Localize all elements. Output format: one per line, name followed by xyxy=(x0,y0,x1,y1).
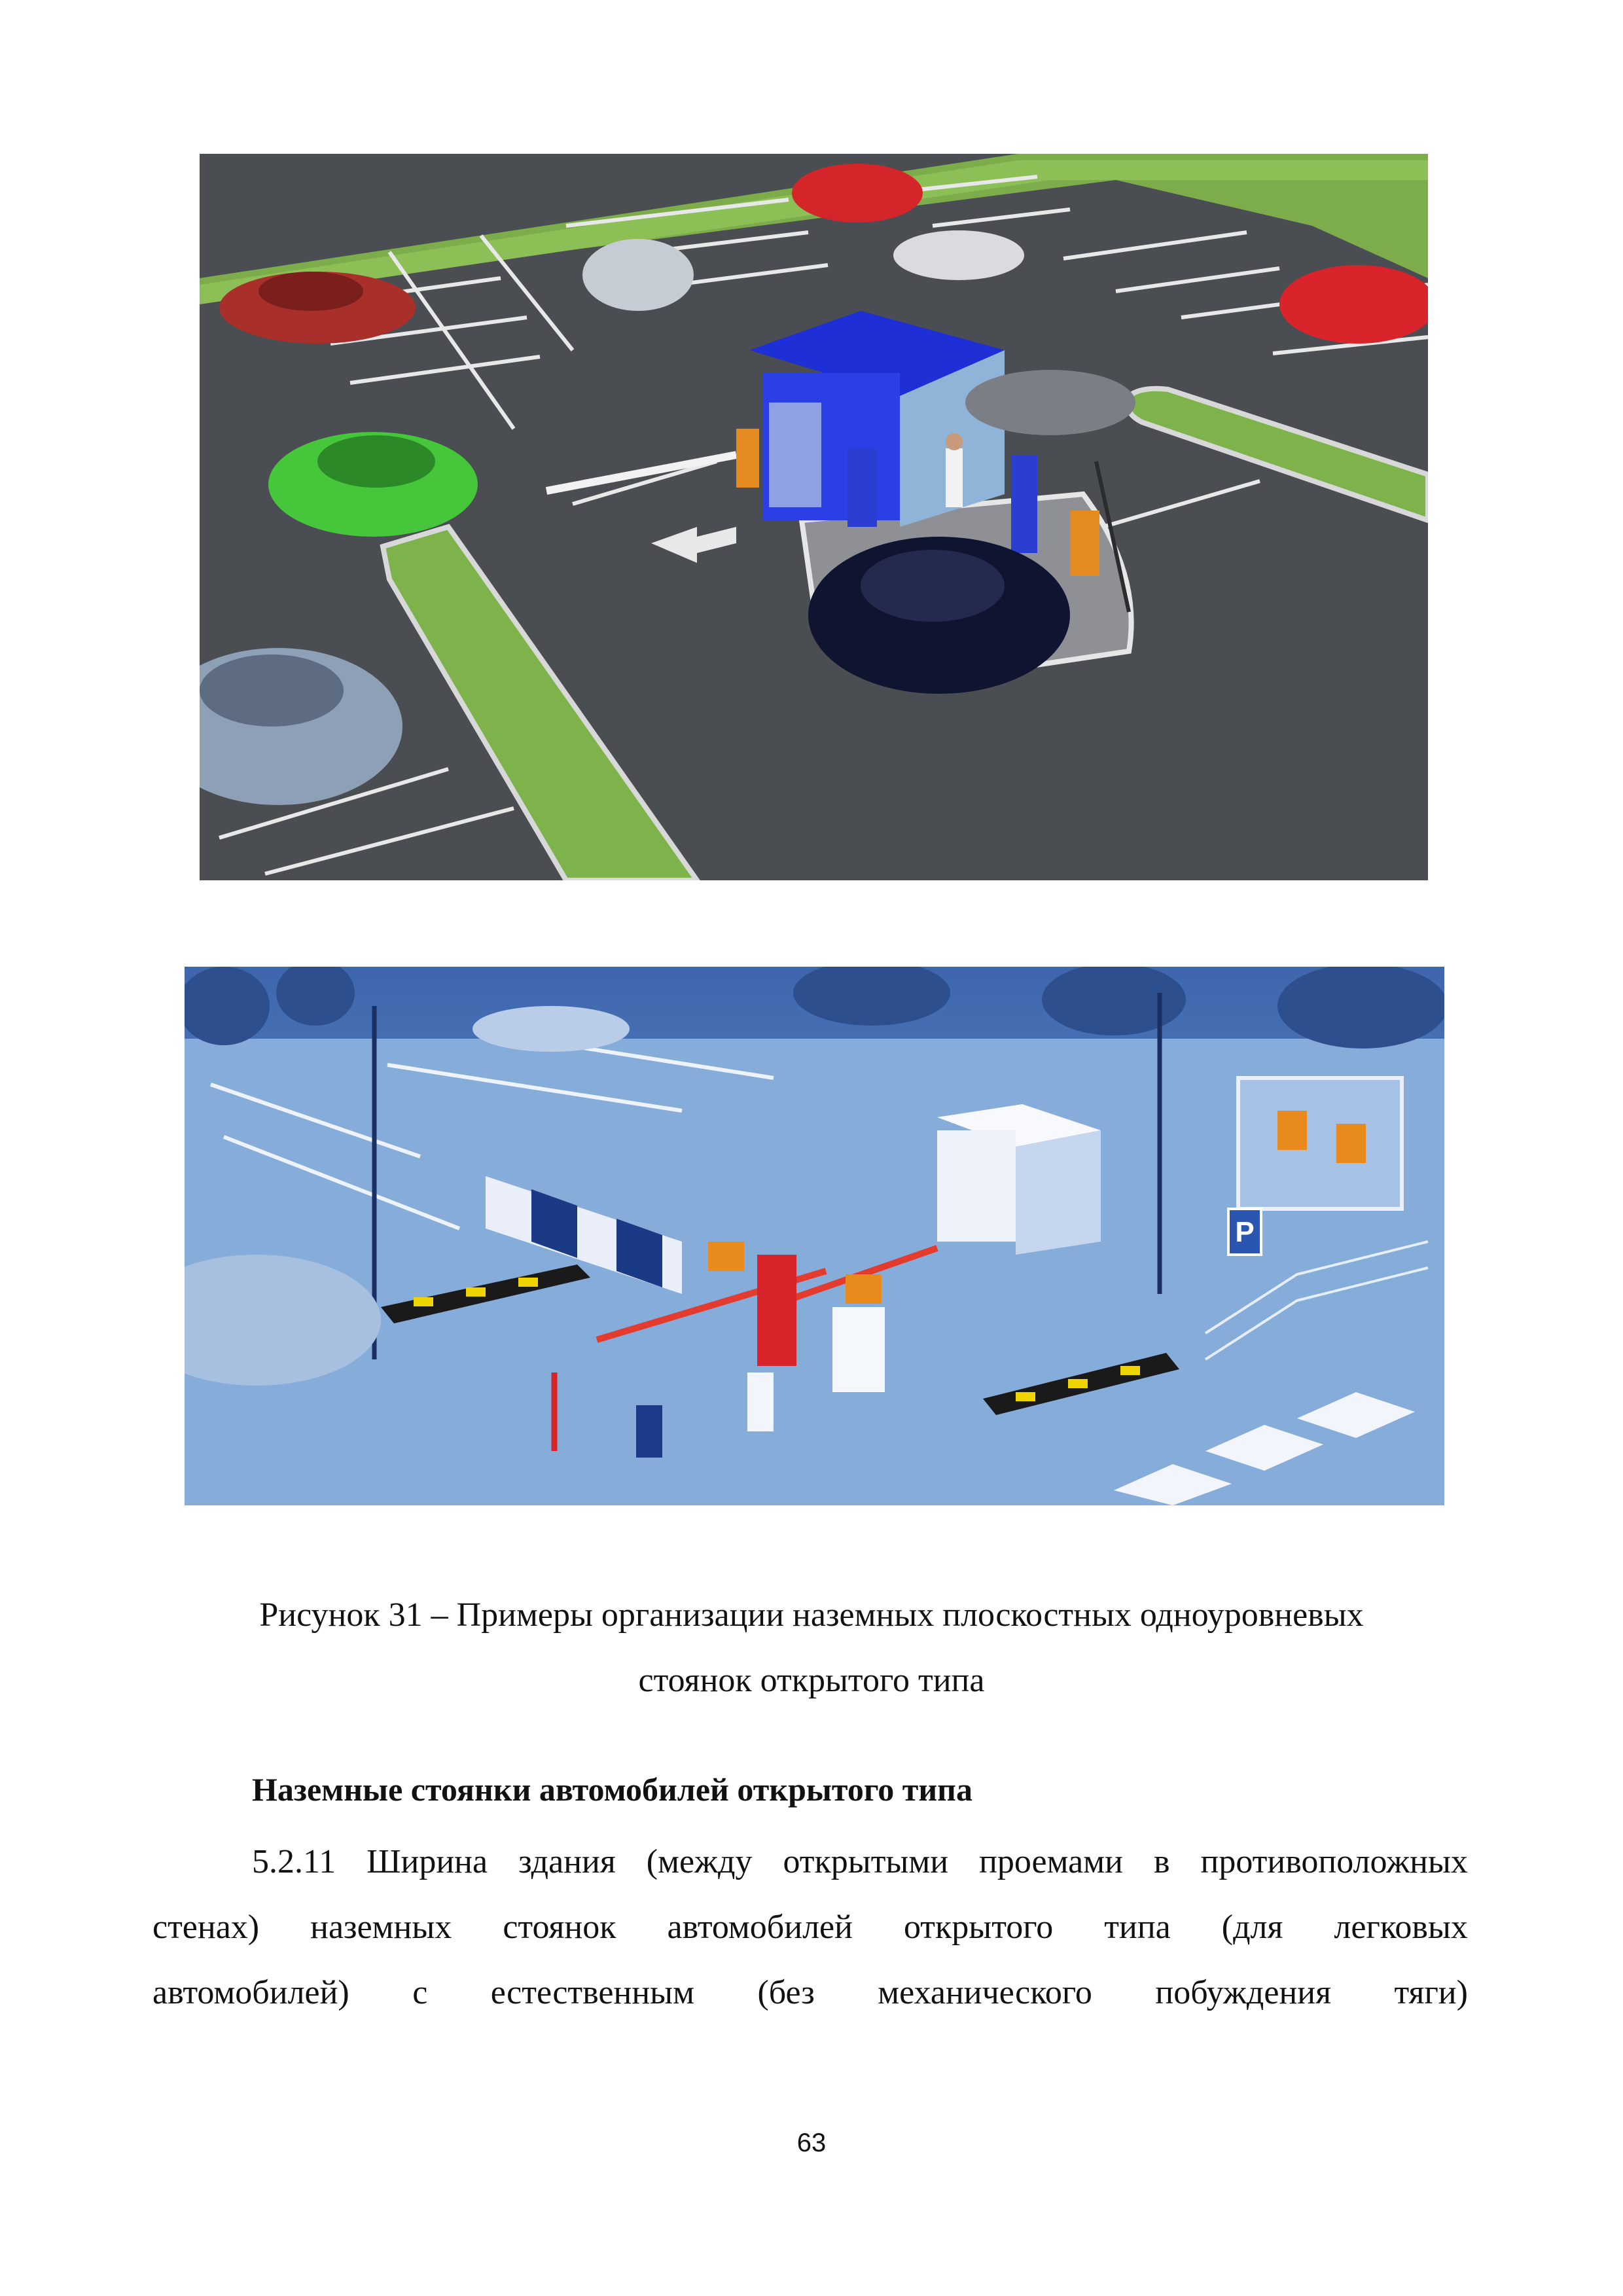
word: 5.2.11 xyxy=(252,1843,336,1880)
word: побуждения xyxy=(1155,1974,1332,2011)
word: в xyxy=(1153,1843,1170,1880)
word: с xyxy=(412,1974,428,2011)
page-number: 63 xyxy=(796,2128,827,2157)
word: (для xyxy=(1221,1909,1283,1946)
word: естественным xyxy=(490,1974,694,2011)
figure-caption-line-1: Рисунок 31 – Примеры организации наземных плоскостных одноуровневых xyxy=(259,1596,1364,1634)
paragraph-line-2 xyxy=(152,1908,1468,1946)
parking-lot-illustration-1 xyxy=(200,154,1428,880)
word: стенах) xyxy=(152,1909,260,1946)
figure-caption-line-2: стоянок открытого типа xyxy=(638,1662,985,1699)
word: автомобилей xyxy=(667,1909,853,1946)
word: автомобилей) xyxy=(152,1974,349,2011)
parking-lot-photo-1 xyxy=(200,154,1428,880)
word: типа xyxy=(1104,1909,1171,1946)
word: здания xyxy=(518,1843,616,1880)
word: тяги) xyxy=(1394,1974,1468,2011)
word: открытыми xyxy=(783,1843,949,1880)
word: стоянок xyxy=(503,1909,616,1946)
word: механического xyxy=(878,1974,1092,2011)
parking-lot-photo-2 xyxy=(185,967,1444,1505)
word: наземных xyxy=(310,1909,452,1946)
word: (без xyxy=(757,1974,815,2011)
parking-lot-illustration-2 xyxy=(185,967,1444,1505)
section-heading: Наземные стоянки автомобилей открытого типа xyxy=(252,1771,972,1808)
svg-text:P: P xyxy=(1235,1216,1255,1248)
word: проемами xyxy=(979,1843,1123,1880)
word: Ширина xyxy=(366,1843,488,1880)
paragraph-line-1 xyxy=(252,1842,1468,1881)
word: (между xyxy=(646,1843,753,1880)
paragraph-line-3 xyxy=(152,1973,1468,2012)
word: легковых xyxy=(1334,1909,1468,1946)
word: открытого xyxy=(903,1909,1054,1946)
word: противоположных xyxy=(1200,1843,1468,1880)
